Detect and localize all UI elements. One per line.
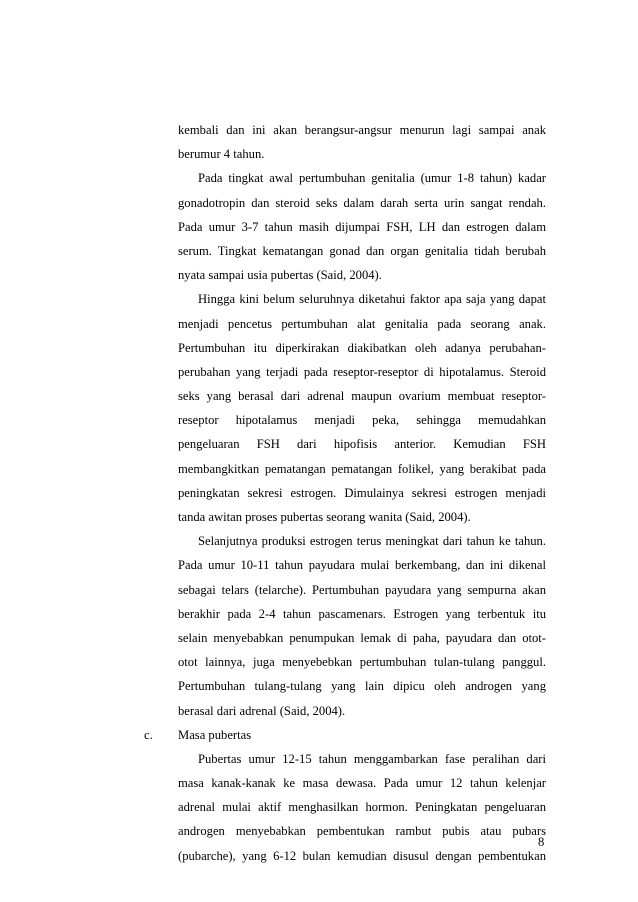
paragraph-first-line: Pada tingkat awal pertumbuhan genitalia (umur 1-8 tahun) kadar — [198, 171, 546, 186]
text-line: pengeluaran FSH dari hipofisis anterior. Kemudian FSH — [178, 437, 546, 452]
text-line: Pertumbuhan tulang-tulang yang lain dipicu oleh androgen yang — [178, 679, 546, 694]
text-line: (pubarche), yang 6-12 bulan kemudian disusul dengan pembentukan — [178, 848, 546, 863]
text-line: Pertumbuhan itu diperkirakan diakibatkan oleh adanya perubahan- — [178, 340, 546, 355]
text-line: adrenal mulai aktif menghasilkan hormon. Peningkatan pengeluaran — [178, 800, 546, 815]
text-line: tanda awitan proses pubertas seorang wanita (Said, 2004). — [178, 510, 471, 524]
text-line: berumur 4 tahun. — [178, 147, 265, 162]
text-line: reseptor hipotalamus menjadi peka, sehingga memudahkan — [178, 413, 546, 428]
text-line: masa kanak-kanak ke masa dewasa. Pada umur 12 tahun kelenjar — [178, 776, 546, 791]
text-line: androgen menyebabkan pembentukan rambut pubis atau pubars — [178, 824, 546, 839]
section-heading-text: Masa pubertas — [178, 727, 252, 742]
text-line: seks yang berasal dari adrenal maupun ovarium membuat reseptor- — [178, 389, 546, 404]
text-line: otot lainnya, juga menyebebkan pertumbuhan tulan-tulang panggul. — [178, 655, 546, 670]
text-line: selain menyebabkan penumpukan lemak di paha, payudara dan otot- — [178, 630, 546, 645]
text-line: peningkatan sekresi estrogen. Dimulainya sekresi estrogen menjadi — [178, 485, 546, 500]
text-line: Pada umur 3-7 tahun masih dijumpai FSH, LH dan estrogen dalam — [178, 219, 546, 234]
text-line: menjadi pencetus pertumbuhan alat genitalia pada seorang anak. — [178, 316, 546, 331]
page-number: 8 — [538, 835, 545, 849]
section-heading — [144, 723, 546, 747]
text-line: sebagai telars (telarche). Pertumbuhan payudara yang sempurna akan — [178, 582, 546, 597]
text-line: gonadotropin dan steroid seks dalam darah serta urin sangat rendah. — [178, 195, 546, 210]
text-line: serum. Tingkat kematangan gonad dan organ genitalia tidah berubah — [178, 243, 546, 258]
text-line: membangkitkan pematangan pematangan folikel, yang berakibat pada — [178, 461, 546, 476]
text-line: Pada umur 10-11 tahun payudara mulai berkembang, dan ini dikenal — [178, 558, 546, 573]
text-line: berasal dari adrenal (Said, 2004). — [178, 703, 346, 718]
list-marker: c. — [144, 727, 153, 742]
paragraph-first-line: Hingga kini belum seluruhnya diketahui faktor apa saja yang dapat — [198, 292, 546, 307]
text-line: perubahan yang terjadi pada reseptor-reseptor di hipotalamus. Steroid — [178, 364, 546, 379]
text-line: kembali dan ini akan berangsur-angsur menurun lagi sampai anak — [178, 123, 546, 137]
body-text — [144, 118, 546, 868]
text-line: nyata sampai usia pubertas (Said, 2004). — [178, 268, 382, 283]
paragraph-first-line: Selanjutnya produksi estrogen terus meningkat dari tahun ke tahun. — [198, 534, 546, 549]
paragraph-first-line: Pubertas umur 12-15 tahun menggambarkan fase peralihan dari — [198, 751, 546, 766]
text-line: berakhir pada 2-4 tahun pascamenars. Estrogen yang terbentuk itu — [178, 606, 546, 621]
